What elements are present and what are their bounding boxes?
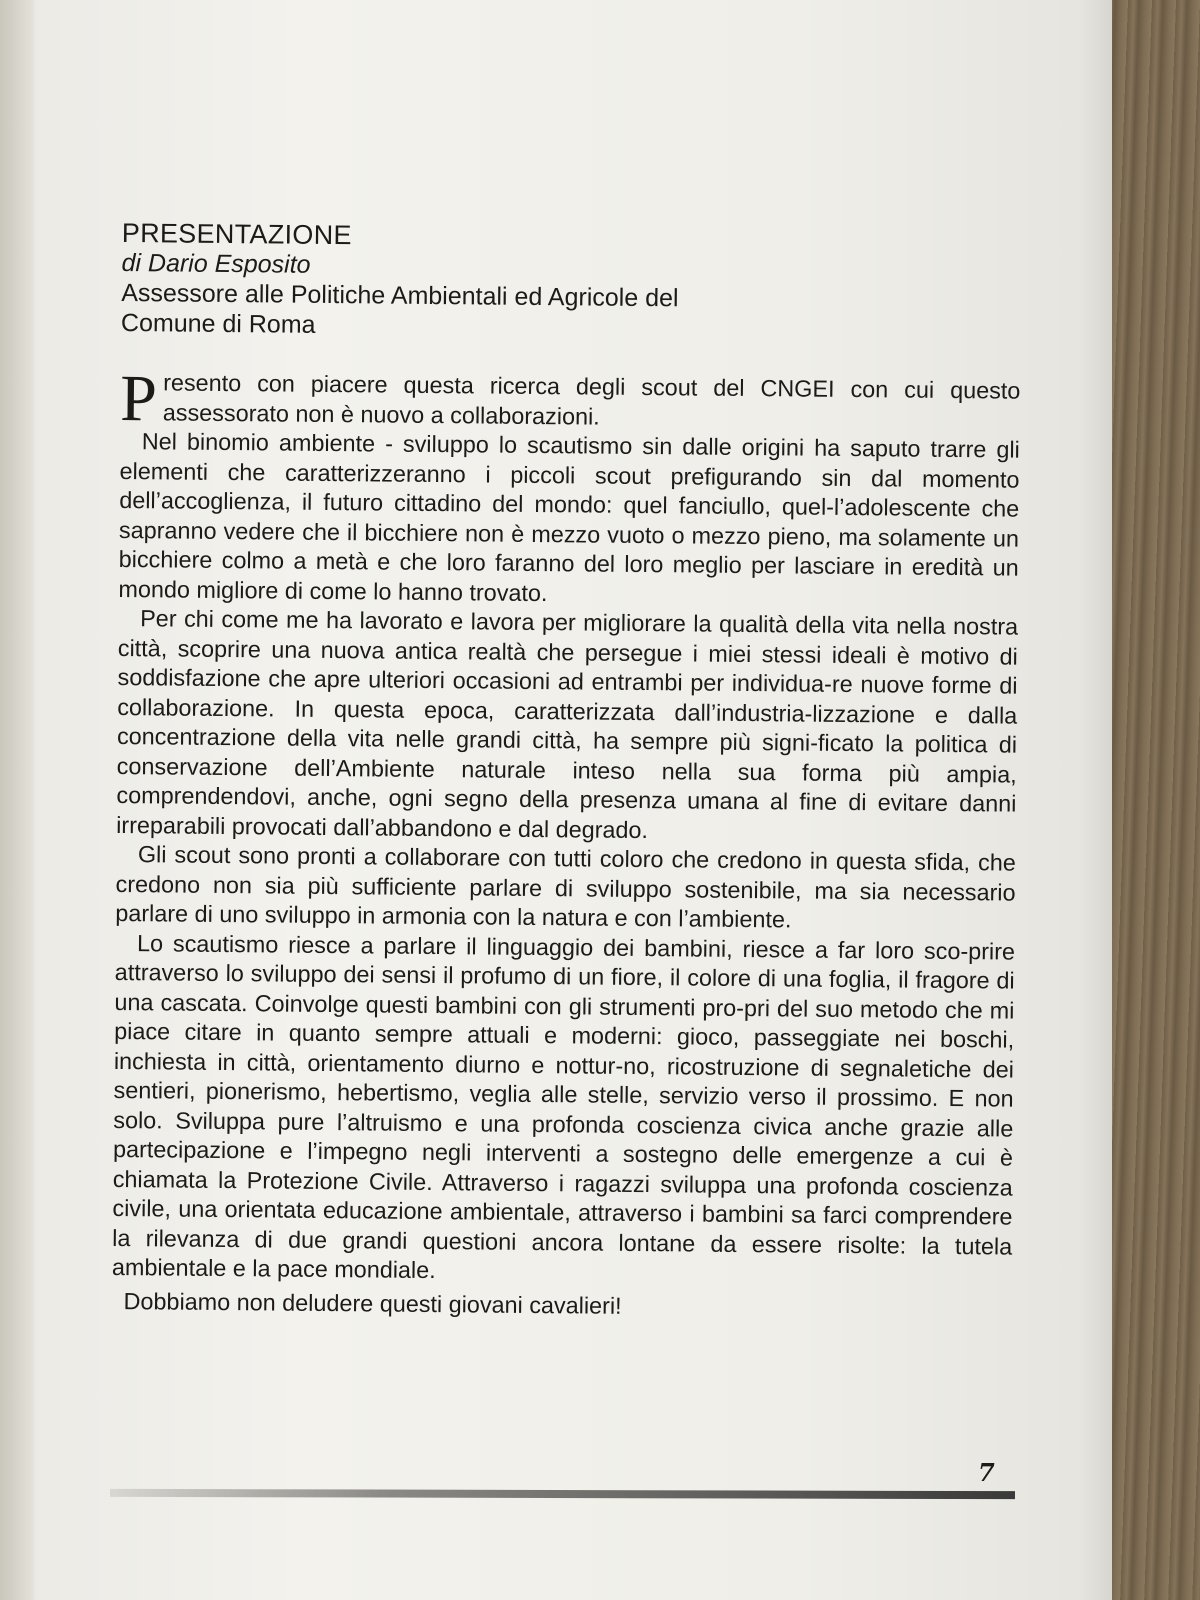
paragraph-5: Lo scautismo riesce a parlare il linguaggio dei bambini, riesce a far loro sco-prire attraverso lo sviluppo dei sensi il profumo di un fiore, il colore di una foglia, il fragore di una cascata. Coinvolge questi bambini con gli strumenti pro-pri del suo metodo che mi piace citare in quanto sempre attuali e moderni: gioco, passeggiate nei boschi, inchiesta in città, orientamento diurno e nottur-no, ricostruzione di segnaletiche dei sentieri, pionerismo, hebertismo, veglia alle stelle, servizio verso il prossimo. E non solo. Sviluppa pure l’altruismo e una profonda coscienza civica anche grazie alle partecipazione e l’impegno negli interventi a sostegno delle emergenze a cui è chiamata la Protezione Civile. Attraverso i ragazzi sviluppa una profonda coscienza civile, una orientata educazione ambientale, attraverso i bambini sa farci comprendere la rilevanza di due grandi questioni ancora lontane da essere risolte: la tutela ambientale e la pace mondiale. [111,929,1016,1284]
author-role-line-2: Comune di Roma [120,308,316,339]
section-title: PRESENTAZIONE [121,218,352,251]
author-role-line-1: Assessore alle Politiche Ambientali ed Agricole del [121,278,679,313]
paragraph-2: Nel binomio ambiente - sviluppo lo scautismo sin dalle origini ha saputo trarre gli elementi che caratterizzeranno i piccoli scout prefigurando sin dal momento dell’accoglienza, il futuro cittadino del mondo: quel fanciullo, quel-l’adolescente che sapranno vedere che il bicchiere non è mezzo vuoto o mezzo pieno, ma solamente un bicchiere colmo a metà e che loro faranno del loro meglio per lasciare in eredità un mondo migliore di come lo hanno trovato. [118,428,1020,606]
page-number: 7 [978,1458,995,1487]
paragraph-closing: Dobbiamo non deludere questi giovani cavalieri! [123,1287,622,1319]
page-fold [0,0,34,1600]
paragraph-1 [119,361,1021,436]
body-text [111,361,1021,1325]
drop-cap: P [119,361,158,436]
page-content [111,218,1021,1325]
paragraph-3: Per chi come me ha lavorato e lavora per migliorare la qualità della vita nella nostra città, scoprire una nuova antica realtà che persegue i miei stessi ideali è motivo di soddisfazione che apre ulteriori occasioni ad entrambi per individua-re nuove forme di collaborazione. In questa epoca, caratterizzata dall’industria-lizzazione e dalla concentrazione della vita nelle grandi città, ha sempre più signi-ficato la politica di conservazione dell’Ambiente naturale inteso nella sua forma più ampia, comprendendovi, anche, ogni segno della presenza umana al fine di evitare danni irreparabili provocati dall’abbandono e dal degrado. [116,605,1019,843]
paragraph-1-text: resento con piacere questa ricerca degli scout del CNGEI con cui questo assessorato non è nuovo a collaborazioni. [162,369,1021,430]
author-byline: di Dario Esposito [121,248,311,279]
paragraph-4: Gli scout sono pronti a collaborare con tutti coloro che credono in questa sfida, che credono non sia più sufficiente parlare di sviluppo sostenibile, ma sia necessario parlare di uno sviluppo in armonia con la natura e con l’ambiente. [115,841,1016,933]
